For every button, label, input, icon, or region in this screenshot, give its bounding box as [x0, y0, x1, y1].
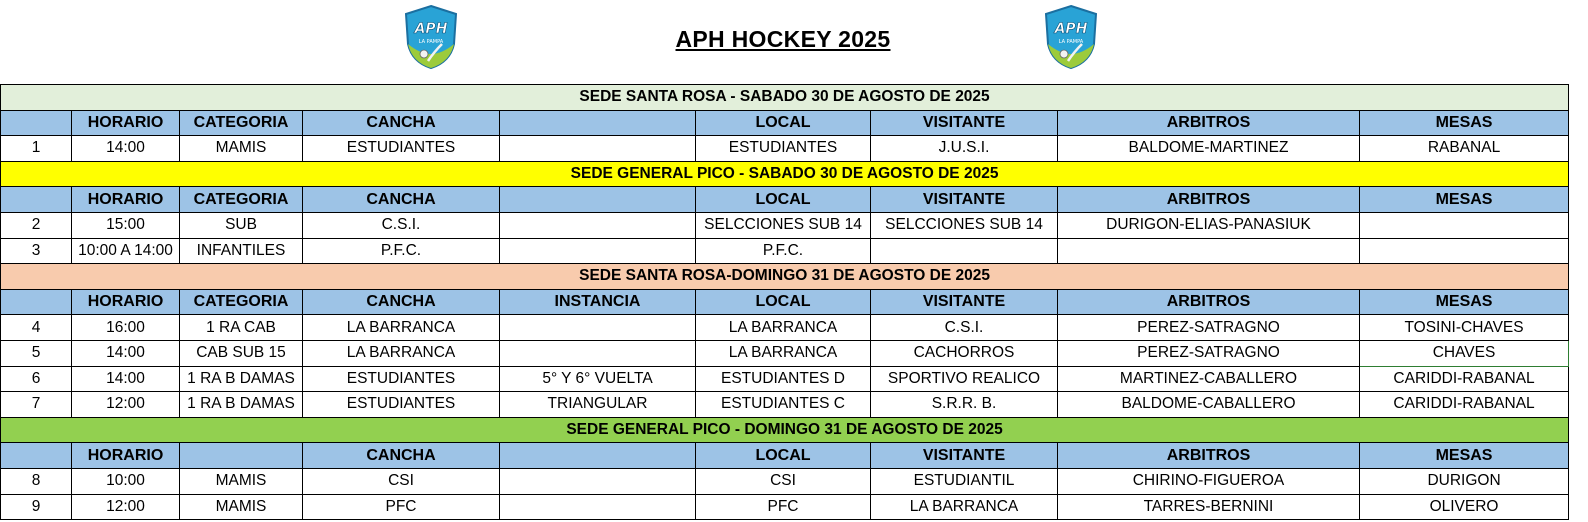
sede-title-row	[1, 161, 1569, 187]
table-cell[interactable]: LA BARRANCA	[696, 315, 871, 341]
column-header: ARBITROS	[1058, 110, 1360, 136]
column-header: INSTANCIA	[500, 289, 696, 315]
table-cell[interactable]: S.R.R. B.	[871, 392, 1058, 418]
table-cell[interactable]: 3	[1, 238, 72, 264]
svg-text:LA PAMPA: LA PAMPA	[418, 39, 444, 45]
table-cell[interactable]: 16:00	[72, 315, 180, 341]
column-header: CANCHA	[303, 187, 500, 213]
table-cell[interactable]: 1 RA B DAMAS	[180, 366, 303, 392]
table-row	[1, 392, 1569, 418]
table-row	[1, 315, 1569, 341]
table-cell[interactable]: LA BARRANCA	[871, 494, 1058, 520]
column-header: MESAS	[1360, 443, 1569, 469]
table-cell[interactable]: CHIRINO-FIGUEROA	[1058, 468, 1360, 494]
column-header-row	[1, 289, 1569, 315]
column-header	[1, 187, 72, 213]
column-header	[500, 187, 696, 213]
column-header: MESAS	[1360, 110, 1569, 136]
table-cell[interactable]: ESTUDIANTES C	[696, 392, 871, 418]
table-cell[interactable]: BALDOME-CABALLERO	[1058, 392, 1360, 418]
column-header: CATEGORIA	[180, 187, 303, 213]
table-cell[interactable]: MAMIS	[180, 136, 303, 162]
table-cell[interactable]: LA BARRANCA	[303, 340, 500, 366]
table-cell[interactable]: TRIANGULAR	[500, 392, 696, 418]
column-header	[1, 443, 72, 469]
sede-title: SEDE GENERAL PICO - DOMINGO 31 DE AGOSTO DE 2025	[1, 417, 1569, 443]
table-cell[interactable]	[500, 238, 696, 264]
table-cell[interactable]: BALDOME-MARTINEZ	[1058, 136, 1360, 162]
table-cell[interactable]: CACHORROS	[871, 340, 1058, 366]
sede-title-row	[1, 85, 1569, 111]
table-cell[interactable]: SPORTIVO REALICO	[871, 366, 1058, 392]
table-cell[interactable]: CARIDDI-RABANAL	[1360, 366, 1569, 392]
table-cell[interactable]: CHAVES	[1360, 340, 1569, 366]
column-header: MESAS	[1360, 289, 1569, 315]
table-cell[interactable]: 12:00	[72, 494, 180, 520]
table-row	[1, 468, 1569, 494]
table-cell[interactable]	[500, 340, 696, 366]
column-header: VISITANTE	[871, 443, 1058, 469]
table-cell[interactable]: 7	[1, 392, 72, 418]
table-cell[interactable]: ESTUDIANTES	[303, 136, 500, 162]
table-cell[interactable]: MARTINEZ-CABALLERO	[1058, 366, 1360, 392]
table-cell[interactable]: 14:00	[72, 340, 180, 366]
page-header	[0, 0, 1588, 84]
column-header	[1, 289, 72, 315]
table-cell[interactable]: 5	[1, 340, 72, 366]
column-header: CATEGORIA	[180, 289, 303, 315]
sede-title-row	[1, 264, 1569, 290]
sede-title: SEDE SANTA ROSA - SABADO 30 DE AGOSTO DE 2025	[1, 85, 1569, 111]
table-cell[interactable]: 1 RA B DAMAS	[180, 392, 303, 418]
column-header: VISITANTE	[871, 187, 1058, 213]
table-cell[interactable]: TOSINI-CHAVES	[1360, 315, 1569, 341]
table-cell[interactable]: 5° Y 6° VUELTA	[500, 366, 696, 392]
table-cell[interactable]	[500, 494, 696, 520]
table-row	[1, 212, 1569, 238]
column-header: CANCHA	[303, 289, 500, 315]
table-cell[interactable]: MAMIS	[180, 494, 303, 520]
table-cell[interactable]: 1 RA CAB	[180, 315, 303, 341]
table-cell[interactable]	[1058, 238, 1360, 264]
table-cell[interactable]: P.F.C.	[303, 238, 500, 264]
column-header: CANCHA	[303, 443, 500, 469]
table-row	[1, 340, 1569, 366]
table-cell[interactable]: CARIDDI-RABANAL	[1360, 392, 1569, 418]
column-header: CATEGORIA	[180, 110, 303, 136]
column-header: ARBITROS	[1058, 187, 1360, 213]
column-header	[1, 110, 72, 136]
table-cell[interactable]: ESTUDIANTES D	[696, 366, 871, 392]
table-cell[interactable]: ESTUDIANTES	[303, 366, 500, 392]
column-header: VISITANTE	[871, 110, 1058, 136]
table-cell[interactable]	[500, 315, 696, 341]
column-header: ARBITROS	[1058, 443, 1360, 469]
table-cell[interactable]: 8	[1, 468, 72, 494]
table-cell[interactable]: 14:00	[72, 366, 180, 392]
column-header: HORARIO	[72, 110, 180, 136]
table-cell[interactable]	[500, 212, 696, 238]
table-cell[interactable]: J.U.S.I.	[871, 136, 1058, 162]
table-cell[interactable]: 9	[1, 494, 72, 520]
table-cell[interactable]: CSI	[303, 468, 500, 494]
table-cell[interactable]: LA BARRANCA	[303, 315, 500, 341]
sede-title-row	[1, 417, 1569, 443]
table-cell[interactable]: 12:00	[72, 392, 180, 418]
column-header: HORARIO	[72, 187, 180, 213]
column-header: LOCAL	[696, 187, 871, 213]
table-cell[interactable]: PFC	[303, 494, 500, 520]
table-cell[interactable]	[1360, 238, 1569, 264]
table-cell[interactable]: 4	[1, 315, 72, 341]
table-cell[interactable]: CSI	[696, 468, 871, 494]
table-cell[interactable]: RABANAL	[1360, 136, 1569, 162]
table-cell[interactable]: 15:00	[72, 212, 180, 238]
table-row	[1, 238, 1569, 264]
table-cell[interactable]: SELCCIONES SUB 14	[696, 212, 871, 238]
table-cell[interactable]: C.S.I.	[871, 315, 1058, 341]
column-header	[180, 443, 303, 469]
table-cell[interactable]: TARRES-BERNINI	[1058, 494, 1360, 520]
table-cell[interactable]: 10:00	[72, 468, 180, 494]
table-cell[interactable]	[500, 468, 696, 494]
table-cell[interactable]: P.F.C.	[696, 238, 871, 264]
column-header: LOCAL	[696, 443, 871, 469]
column-header: LOCAL	[696, 289, 871, 315]
table-cell[interactable]: SELCCIONES SUB 14	[871, 212, 1058, 238]
column-header-row	[1, 443, 1569, 469]
svg-text:APH: APH	[1054, 21, 1088, 37]
table-cell[interactable]: LA BARRANCA	[696, 340, 871, 366]
table-cell[interactable]: 10:00 A 14:00	[72, 238, 180, 264]
column-header-row	[1, 110, 1569, 136]
aph-logo-right	[1042, 4, 1100, 70]
table-cell[interactable]: PEREZ-SATRAGNO	[1058, 340, 1360, 366]
table-cell[interactable]: ESTUDIANTIL	[871, 468, 1058, 494]
table-cell[interactable]: DURIGON	[1360, 468, 1569, 494]
table-cell[interactable]: ESTUDIANTES	[303, 392, 500, 418]
table-cell[interactable]: 1	[1, 136, 72, 162]
sede-title: SEDE GENERAL PICO - SABADO 30 DE AGOSTO DE 2025	[1, 161, 1569, 187]
page-title: APH HOCKEY 2025	[675, 26, 891, 52]
column-header	[500, 443, 696, 469]
table-cell[interactable]	[1360, 212, 1569, 238]
column-header	[500, 110, 696, 136]
column-header: CANCHA	[303, 110, 500, 136]
table-cell[interactable]: DURIGON-ELIAS-PANASIUK	[1058, 212, 1360, 238]
table-cell[interactable]: OLIVERO	[1360, 494, 1569, 520]
table-row	[1, 136, 1569, 162]
table-cell[interactable]: PEREZ-SATRAGNO	[1058, 315, 1360, 341]
sede-title: SEDE SANTA ROSA-DOMINGO 31 DE AGOSTO DE 2025	[1, 264, 1569, 290]
table-cell[interactable]: ESTUDIANTES	[696, 136, 871, 162]
column-header: HORARIO	[72, 289, 180, 315]
table-cell[interactable]	[500, 136, 696, 162]
column-header: MESAS	[1360, 187, 1569, 213]
table-cell[interactable]: 6	[1, 366, 72, 392]
table-cell[interactable]: MAMIS	[180, 468, 303, 494]
schedule-body	[1, 85, 1569, 520]
column-header: LOCAL	[696, 110, 871, 136]
table-row	[1, 494, 1569, 520]
table-cell[interactable]: SUB	[180, 212, 303, 238]
table-cell[interactable]	[871, 238, 1058, 264]
column-header: HORARIO	[72, 443, 180, 469]
table-cell[interactable]: PFC	[696, 494, 871, 520]
table-row	[1, 366, 1569, 392]
column-header: ARBITROS	[1058, 289, 1360, 315]
table-cell[interactable]: C.S.I.	[303, 212, 500, 238]
table-cell[interactable]: 14:00	[72, 136, 180, 162]
column-header-row	[1, 187, 1569, 213]
schedule-table	[0, 84, 1569, 520]
table-cell[interactable]: INFANTILES	[180, 238, 303, 264]
svg-text:LA PAMPA: LA PAMPA	[1058, 39, 1084, 45]
table-cell[interactable]: CAB SUB 15	[180, 340, 303, 366]
table-cell[interactable]: 2	[1, 212, 72, 238]
column-header: VISITANTE	[871, 289, 1058, 315]
svg-text:APH: APH	[414, 21, 448, 37]
